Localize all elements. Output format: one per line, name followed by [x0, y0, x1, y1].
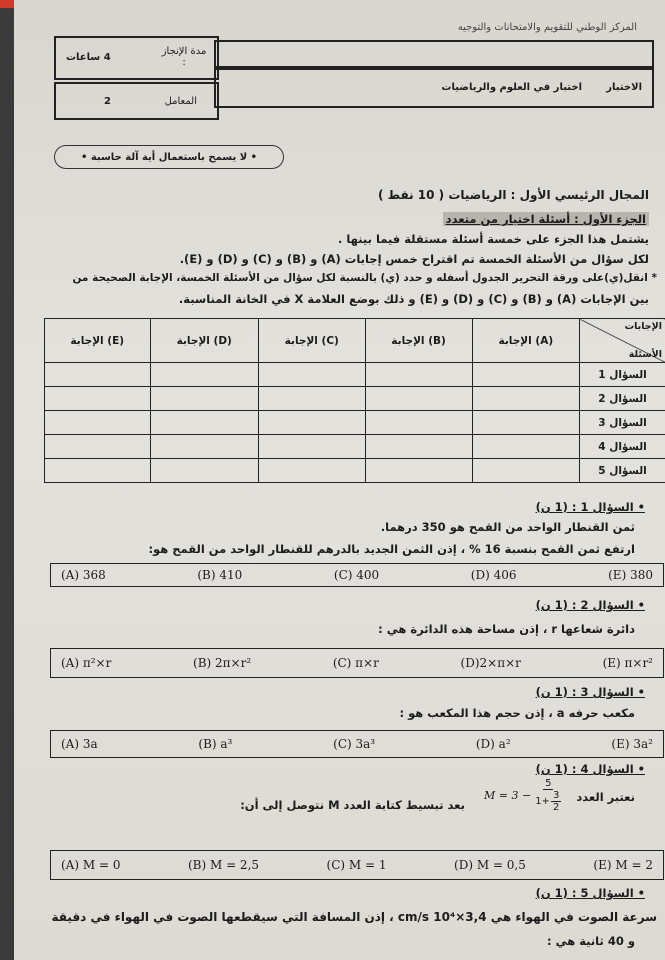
- duration-box: [54, 36, 219, 80]
- q4-inner-den: 2: [552, 802, 560, 813]
- q3-option-b: (B) a³: [198, 737, 233, 751]
- exam-label: الاختبار: [606, 82, 642, 93]
- part-title-text: الجزء الأول : أسئلة اختيار من متعدد: [443, 212, 649, 226]
- intro-line-4: بين الإجابات (A) و (B) و (C) و (D) و (E) و ذلك بوضع العلامة X في الخانة المناسبة.: [178, 292, 649, 306]
- q2-option-c: (C) π×r: [332, 656, 379, 670]
- duration-label: مدة الإنجاز :: [161, 46, 207, 68]
- q3-options: [50, 730, 664, 758]
- q4-formula-lhs: M = 3 −: [484, 789, 532, 802]
- q3-line-1: مكعب حرفه a ، إذن حجم هذا المكعب هو :: [399, 706, 635, 720]
- table-row: [45, 363, 665, 387]
- table-row: [45, 387, 665, 411]
- q1-line-2: ارتفع ثمن القمح بنسبة 16 % ، إذن الثمن الجديد بالدرهم للقنطار الواحد من القمح هو:: [148, 542, 635, 556]
- q5-line-1: سرعة الصوت في الهواء هي 3,4×10⁴ cm/s ، إذن المسافة التي سيقطعها الصوت في الهواء في دقيقة: [51, 910, 657, 924]
- answer-table: [44, 318, 665, 483]
- q4-options: [50, 850, 664, 880]
- q1-option-a: (A) 368: [61, 568, 106, 582]
- table-row: [45, 459, 665, 483]
- part-title: [443, 212, 649, 226]
- duration-value: 4 ساعات: [66, 52, 111, 63]
- intro-line-1: يشتمل هذا الجزء على خمسة أسئلة مستقلة فيما بينها .: [337, 232, 649, 246]
- row-label-1: السؤال 1: [580, 363, 665, 387]
- exam-name: اختبار في العلوم والرياضيات: [441, 82, 582, 93]
- q2-options: [50, 648, 664, 678]
- col-header-b: الإجابة (B): [365, 319, 472, 363]
- domain-title: المجال الرئيسي الأول : الرياضيات ( 10 نقط ): [377, 188, 649, 202]
- exam-box: [214, 68, 654, 108]
- q1-option-e: (E) 380: [608, 568, 653, 582]
- corner-questions: الأسئلة: [628, 349, 662, 360]
- q2-option-d: (D)2×π×r: [460, 656, 521, 670]
- q4-formula: [484, 778, 561, 813]
- q4-option-d: (D) M = 0,5: [454, 858, 526, 872]
- q2-option-e: (E) π×r²: [602, 656, 653, 670]
- corner-answers: الإجابات: [624, 321, 662, 332]
- col-header-e: الإجابة (E): [45, 319, 151, 363]
- col-header-c: الإجابة (C): [258, 319, 365, 363]
- q4-line-1: نعتبر العدد: [576, 790, 635, 804]
- row-label-3: السؤال 3: [580, 411, 665, 435]
- q1-options: [50, 563, 664, 587]
- organization-name: المركز الوطني للتقويم والامتحانات والتوجيه: [457, 22, 637, 33]
- table-row: [45, 411, 665, 435]
- q3-option-e: (E) 3a²: [611, 737, 653, 751]
- q5-line-2: و 40 ثانية هي :: [546, 934, 635, 948]
- q4-fraction-num: 5: [545, 778, 552, 789]
- col-header-d: الإجابة (D): [150, 319, 258, 363]
- q3-option-a: (A) 3a: [61, 737, 98, 751]
- intro-line-3: * انقل(ي)على ورقة التحرير الجدول أسفله و حدد (ي) بالنسبة لكل سؤال من الأسئلة الخمسة، الإجابة الصحيحة من: [72, 272, 657, 284]
- q4-option-c: (C) M = 1: [326, 858, 387, 872]
- q2-label: • السؤال 2 : (1 ن): [535, 598, 645, 612]
- row-label-4: السؤال 4: [580, 435, 665, 459]
- table-row: [45, 435, 665, 459]
- q4-label: • السؤال 4 : (1 ن): [535, 762, 645, 776]
- q3-option-c: (C) 3a³: [333, 737, 376, 751]
- row-label-5: السؤال 5: [580, 459, 665, 483]
- col-header-a: الإجابة (A): [472, 319, 579, 363]
- table-corner: [580, 319, 665, 363]
- q4-fraction: [535, 778, 561, 813]
- q3-label: • السؤال 3 : (1 ن): [535, 685, 645, 699]
- q1-label: • السؤال 1 : (1 ن): [535, 500, 645, 514]
- row-label-2: السؤال 2: [580, 387, 665, 411]
- coefficient-box: [54, 82, 219, 120]
- calculator-notice: • لا يسمح باستعمال أية آلة حاسبة •: [54, 145, 284, 169]
- q1-option-b: (B) 410: [197, 568, 243, 582]
- coefficient-value: 2: [104, 96, 111, 107]
- q2-option-b: (B) 2π×r²: [193, 656, 252, 670]
- q4-option-a: (A) M = 0: [61, 858, 121, 872]
- q4-option-e: (E) M = 2: [593, 858, 653, 872]
- q1-option-d: (D) 406: [470, 568, 517, 582]
- q4-option-b: (B) M = 2,5: [187, 858, 260, 872]
- q2-option-a: (A) π²×r: [61, 656, 112, 670]
- q1-line-1: ثمن القنطار الواحد من القمح هو 350 درهما.: [380, 520, 635, 534]
- coefficient-label: المعامل: [164, 96, 197, 107]
- q3-option-d: (D) a²: [475, 737, 511, 751]
- header-top-box: [214, 40, 654, 68]
- q4-inner-num: 3: [552, 790, 560, 801]
- q5-label: • السؤال 5 : (1 ن): [535, 886, 645, 900]
- q4-line-2: بعد تبسيط كتابة العدد M نتوصل إلى أن:: [240, 798, 465, 812]
- exam-paper: [14, 0, 665, 960]
- q1-option-c: (C) 400: [333, 568, 380, 582]
- intro-line-2: لكل سؤال من الأسئلة الخمسة تم اقتراح خمس إجابات (A) و (B) و (C) و (D) و (E).: [179, 252, 649, 266]
- q2-line-1: دائرة شعاعها r ، إذن مساحة هذه الدائرة هي :: [378, 622, 635, 636]
- q4-fraction-den-prefix: 1+: [535, 796, 550, 807]
